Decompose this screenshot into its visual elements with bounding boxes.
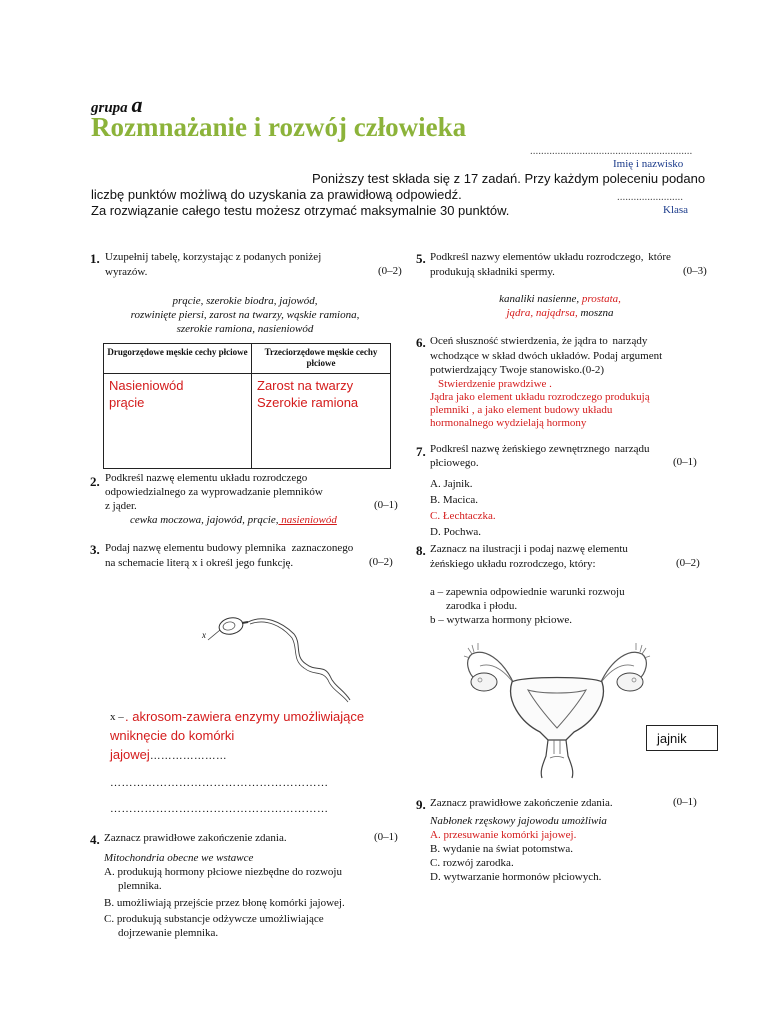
q1-col1-answer[interactable]	[104, 374, 252, 469]
q1-words-line-2: rozwinięte piersi, zarost na twarzy, wąskie ramiona,	[130, 309, 360, 321]
q7-points: (0–1)	[673, 456, 697, 468]
q7-options	[430, 476, 496, 540]
q5-option-jadra[interactable]: jądra, najądrsa,	[506, 307, 578, 319]
q1-table	[103, 343, 391, 469]
q6-text-line-3: potwierdzający Twoje stanowisko.(0-2)	[430, 364, 605, 376]
q7-text-line-2: płciowego.	[430, 457, 479, 469]
q3-answer-prefix: x –	[110, 711, 124, 723]
q8-item-a-line-2: zarodka i płodu.	[446, 600, 518, 612]
q3-answer-line-1[interactable]: . akrosom-zawiera enzymy umożliwiające	[125, 709, 365, 724]
q9-stem: Nabłonek rzęskowy jajowodu umożliwia	[430, 815, 607, 827]
q8-answer-box[interactable]: jajnik	[646, 725, 718, 751]
q9-text: Zaznacz prawidłowe zakończenie zdania.	[430, 797, 613, 809]
uterus-illustration[interactable]	[462, 640, 652, 780]
q1-col2-answer[interactable]	[252, 374, 391, 469]
q1-text-line-1: Uzupełnij tabelę, korzystając z podanych poniżej	[105, 251, 322, 263]
q1-points: (0–2)	[378, 265, 402, 277]
q4-option-c[interactable]	[104, 912, 394, 940]
q5-option-moszna[interactable]: moszna	[577, 307, 614, 319]
q6-answer-line-1[interactable]: Stwierdzenie prawdziwe .	[438, 378, 552, 390]
q4-option-b[interactable]: B. umożliwiają przejście przez błonę komórki jajowej.	[104, 897, 345, 909]
q7-option-b[interactable]: B. Macica.	[430, 494, 478, 506]
q4-option-c-line-2: dojrzewanie plemnika.	[118, 927, 219, 939]
q5-option-kanaliki[interactable]: kanaliki nasienne,	[499, 293, 580, 305]
q3-text-line-1	[105, 541, 353, 555]
q9-number: 9.	[416, 797, 426, 812]
q7-text-line-1a: Podkreśl nazwę żeńskiego zewnętrznego	[430, 443, 610, 455]
q6-answer-line-4[interactable]: hormonalnego wydzielają hormony	[430, 417, 587, 429]
name-label: Imię i nazwisko	[613, 158, 684, 170]
q8-number: 8.	[416, 543, 426, 558]
q2-text-line-3: z jąder.	[105, 500, 137, 512]
q2-answer[interactable]: nasieniowód	[278, 514, 337, 526]
q7-text-line-1b: narządu	[614, 443, 650, 455]
q8-item-b: b – wytwarza hormony płciowe.	[430, 614, 573, 626]
intro-line-2: liczbę punktów możliwą do uzyskania za prawidłową odpowiedź.	[91, 187, 462, 202]
q8-item-a-line-1: a – zapewnia odpowiednie warunki rozwoju	[430, 586, 625, 598]
intro-line-1: Poniższy test składa się z 17 zadań. Przy każdym poleceniu podano	[312, 171, 706, 186]
q9-option-d[interactable]: D. wytwarzanie hormonów płciowych.	[430, 871, 602, 883]
q7-number: 7.	[416, 444, 426, 459]
q9-option-a[interactable]: A. przesuwanie komórki jajowej.	[430, 829, 577, 841]
group-label: grupa	[91, 100, 128, 116]
q3-number: 3.	[90, 542, 100, 557]
q9-points: (0–1)	[673, 796, 697, 808]
q5-text-line-2: produkują składniki spermy.	[430, 266, 555, 278]
q1-col1-answer-line-2: prącie	[109, 395, 145, 410]
q1-text-line-2: wyrazów.	[105, 266, 148, 278]
q3-answer-line-2[interactable]: wniknęcie do komórki	[110, 728, 235, 743]
q6-text-line-1a: Oceń słuszność stwierdzenia, że jądra to	[430, 335, 608, 347]
q9-options	[430, 828, 601, 884]
q3-text-line-1b: zaznaczonego	[291, 542, 354, 554]
q4-number: 4.	[90, 832, 100, 847]
q3-text-line-1a: Podaj nazwę elementu budowy plemnika	[105, 542, 286, 554]
q3-answer-dots: …………………	[149, 750, 227, 762]
q8-points: (0–2)	[676, 557, 700, 569]
q4-option-a-line-2: plemnika.	[118, 880, 162, 892]
q3-label-x: x	[202, 630, 206, 640]
q1-col2-answer-line-2: Szerokie ramiona	[257, 395, 359, 410]
q3-dots-line-1: …………………………………………………	[110, 777, 329, 789]
q5-options-line-1	[430, 292, 690, 306]
q2-options-text: cewka moczowa, jajowód, prącie,	[130, 514, 279, 526]
q8-text-line-2: żeńskiego układu rozrodczego, który:	[430, 558, 596, 570]
q6-text-line-2: wchodzące w skład dwóch układów. Podaj argument	[430, 350, 663, 362]
q1-number: 1.	[90, 251, 100, 266]
q7-option-d[interactable]: D. Pochwa.	[430, 526, 482, 538]
q4-options	[104, 865, 394, 940]
q5-option-prostata[interactable]: prostata,	[579, 293, 621, 305]
q3-text-line-2: na schemacie literą x i określ jego funkcję.	[105, 557, 294, 569]
class-label: Klasa	[663, 204, 689, 216]
q2-text-line-2: odpowiedzialnego za wyprowadzanie plemników	[105, 486, 323, 498]
q1-col2-answer-line-1: Zarost na twarzy	[257, 378, 354, 393]
group-letter: a	[131, 92, 143, 117]
q4-option-a[interactable]	[104, 865, 394, 893]
q4-points: (0–1)	[374, 831, 398, 843]
q5-text-line-1b: które	[648, 251, 671, 263]
q1-col2-header: Trzeciorzędowe męskie cechy płciowe	[252, 344, 391, 374]
q1-col1-answer-line-1: Nasieniowód	[109, 378, 184, 393]
q4-text: Zaznacz prawidłowe zakończenie zdania.	[104, 832, 287, 844]
intro-line-3: Za rozwiązanie całego testu możesz otrzymać maksymalnie 30 punktów.	[91, 203, 510, 218]
q3-dots-line-2: …………………………………………………	[110, 803, 329, 815]
q4-stem: Mitochondria obecne we wstawce	[104, 852, 254, 864]
q3-answer-line-3-text[interactable]: jajowej	[110, 747, 150, 762]
q1-col1-header: Drugorzędowe męskie cechy płciowe	[104, 344, 252, 374]
q5-text-line-1a: Podkreśl nazwy elementów układu rozrodczego,	[430, 251, 644, 263]
q5-options-line-2	[430, 306, 690, 320]
q2-text-line-1: Podkreśl nazwę elementu układu rozrodczego	[105, 472, 308, 484]
q5-number: 5.	[416, 251, 426, 266]
q6-answer-line-3[interactable]: plemniki , a jako element budowy układu	[430, 404, 613, 416]
class-dots: ........................	[617, 191, 683, 203]
q3-points: (0–2)	[369, 556, 393, 568]
q5-points: (0–3)	[683, 265, 707, 277]
q4-option-c-line-1: C. produkują substancje odżywcze umożliwiające	[104, 913, 324, 925]
page-title: Rozmnażanie i rozwój człowieka	[91, 112, 467, 142]
q9-option-c[interactable]: C. rozwój zarodka.	[430, 857, 514, 869]
q9-option-b[interactable]: B. wydanie na świat potomstwa.	[430, 843, 573, 855]
q2-options	[130, 513, 337, 527]
q6-text-line-1b: narządy	[612, 335, 648, 347]
name-dots: ...........................................................	[530, 145, 693, 157]
q6-text-line-1	[430, 334, 647, 348]
q8-text-line-1: Zaznacz na ilustracji i podaj nazwę elementu	[430, 543, 628, 555]
q7-option-c[interactable]: C. Łechtaczka.	[430, 510, 496, 522]
q6-answer-line-2[interactable]: Jądra jako element układu rozrodczego produkują	[430, 391, 650, 403]
q7-option-a[interactable]: A. Jajnik.	[430, 478, 473, 490]
q4-option-a-line-1: A. produkują hormony płciowe niezbędne do rozwoju	[104, 866, 342, 878]
q7-text-line-1	[430, 442, 649, 456]
q3-answer-line-3	[110, 745, 227, 766]
q2-number: 2.	[90, 474, 100, 489]
q6-number: 6.	[416, 335, 426, 350]
q2-points: (0–1)	[374, 499, 398, 511]
q1-words-line-1: prącie, szerokie biodra, jajowód,	[172, 295, 318, 307]
sperm-illustration	[198, 600, 368, 705]
q5-text-line-1	[430, 250, 671, 264]
q1-words-line-3: szerokie ramiona, nasieniowód	[176, 323, 314, 335]
